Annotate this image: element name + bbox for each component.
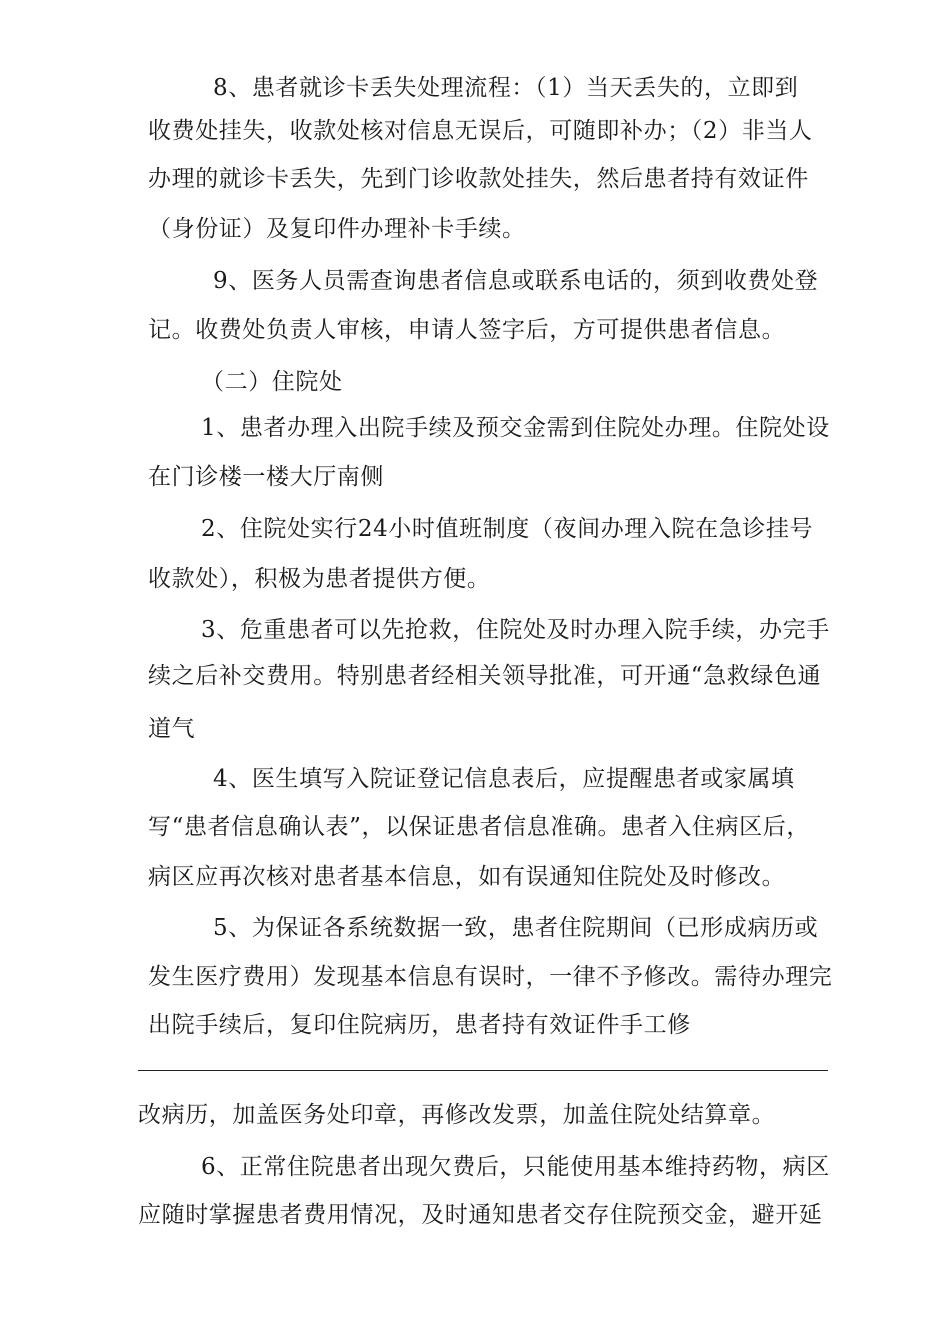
text-line: 收款处），积极为患者提供方便。	[148, 566, 491, 592]
text-line: 9、医务人员需查询患者信息或联系电话的，须到收费处登	[213, 268, 819, 294]
text-line: 改病历，加盖医务处印章，再修改发票，加盖住院处结算章。	[138, 1102, 776, 1128]
text-line: （身份证）及复印件办理补卡手续。	[148, 216, 526, 242]
text-line: 在门诊楼一楼大厅南侧	[148, 464, 384, 490]
text-line: 应随时掌握患者费用情况，及时通知患者交存住院预交金，避开延	[138, 1202, 823, 1228]
text-line: 1、患者办理入出院手续及预交金需到住院处办理。住院处设	[201, 415, 830, 441]
text-line: 6、正常住院患者出现欠费后，只能使用基本维持药物，病区	[201, 1154, 830, 1180]
text-line: 3、危重患者可以先抢救，住院处及时办理入院手续，办完手	[201, 617, 830, 643]
text-line: 道气	[148, 716, 196, 742]
text-line: 病区应再次核对患者基本信息，如有误通知住院处及时修改。	[148, 864, 786, 890]
text-line: 4、医生填写入院证登记信息表后，应提醒患者或家属填	[213, 766, 795, 792]
text-line: 出院手续后，复印住院病历，患者持有效证件手工修	[148, 1012, 691, 1038]
text-line: 5、为保证各系统数据一致，患者住院期间（已形成病历或	[213, 915, 819, 941]
page-divider	[138, 1070, 828, 1071]
text-line: 发生医疗费用）发现基本信息有误时，一律不予修改。需待办理完	[148, 964, 833, 990]
text-line: 2、住院处实行24小时值班制度（夜间办理入院在急诊挂号	[201, 516, 814, 542]
text-line: 8、患者就诊卡丢失处理流程：（1）当天丢失的，立即到	[213, 75, 799, 101]
text-line: 办理的就诊卡丢失，先到门诊收款处挂失，然后患者持有效证件	[148, 166, 809, 192]
text-line: 续之后补交费用。特别患者经相关领导批准，可开通“急救绿色通	[148, 663, 822, 689]
section-heading: （二）住院处	[201, 369, 343, 395]
text-line: 收费处挂失，收款处核对信息无误后，可随即补办；（2）非当人	[148, 118, 813, 144]
text-line: 写“患者信息确认表”，以保证患者信息准确。患者入住病区后，	[148, 814, 810, 840]
text-line: 记。收费处负责人审核，申请人签字后，方可提供患者信息。	[148, 317, 786, 343]
